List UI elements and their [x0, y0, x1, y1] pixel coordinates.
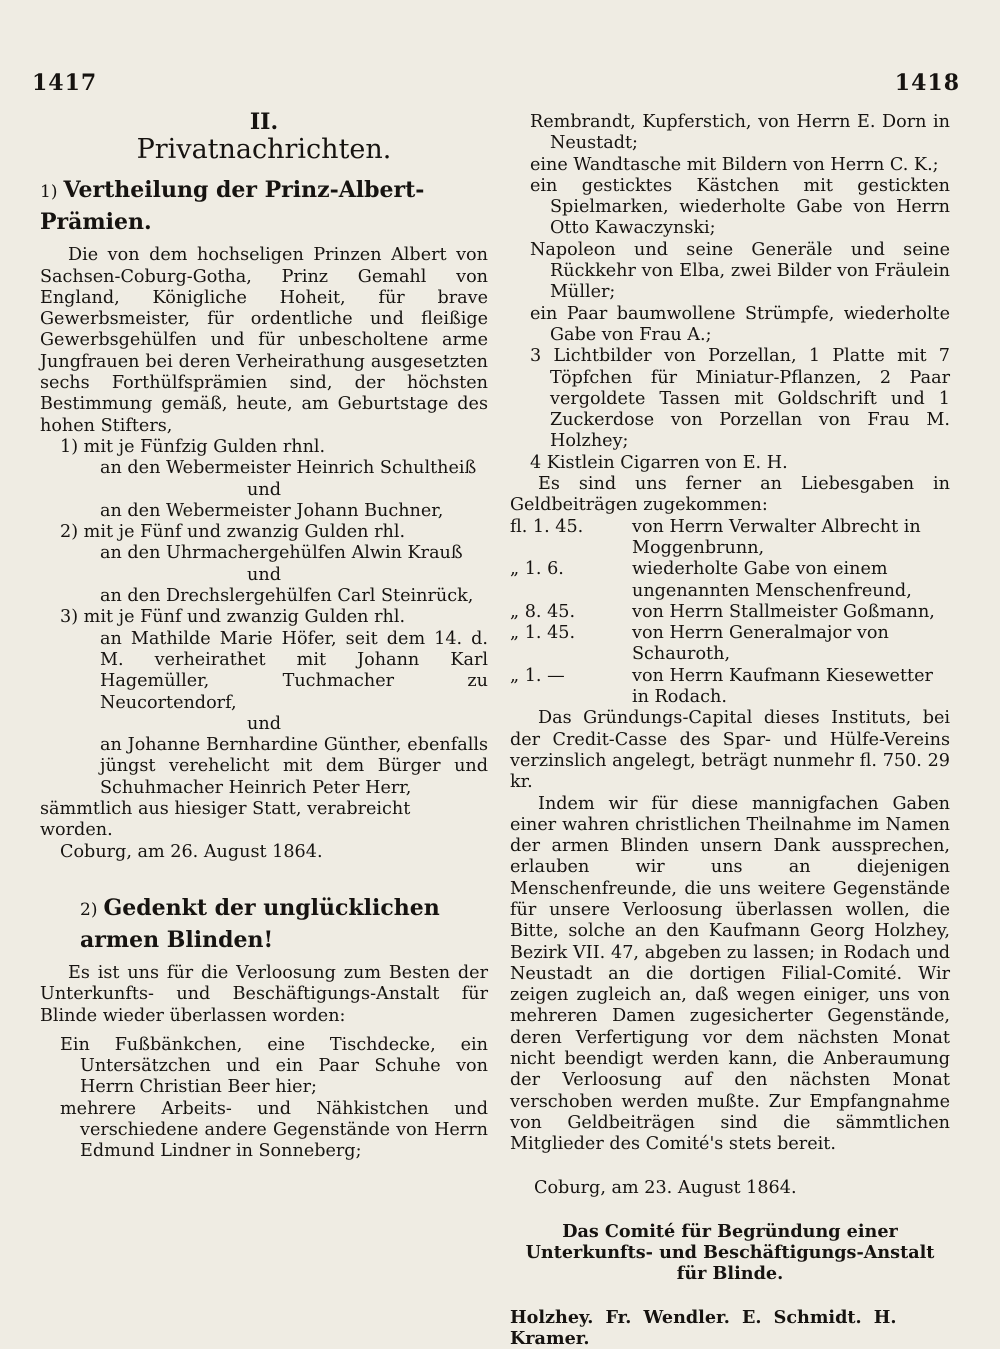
- blind-appeal-intro: Es ist uns für die Verloosung zum Besten der Unterkunfts- und Beschäftigungs-Anstalt für Blinde wieder überlassen worden:: [40, 962, 488, 1026]
- page-number-right: 1418: [894, 70, 960, 96]
- prize-1-recipient-a: an den Webermeister Heinrich Schultheiß: [100, 458, 477, 479]
- donation-text: von Herrn Verwalter Albrecht in Moggenbrunn,: [632, 516, 921, 558]
- gift-item: Rembrandt, Kupferstich, von Herrn E. Dorn in Neustadt;: [530, 112, 950, 154]
- donation-row: [510, 666, 950, 709]
- heading-number: 2): [80, 899, 98, 920]
- page-number-left: 1417: [32, 70, 98, 96]
- conjunction: und: [247, 479, 281, 500]
- gift-item: 4 Kistlein Cigarren von E. H.: [530, 452, 788, 473]
- donation-row: [510, 623, 950, 666]
- right-column: [510, 112, 950, 1349]
- gift-item: ein gesticktes Kästchen mit gestickten Spielmarken, wiederholte Gabe von Herrn Otto Kawaczynski;: [530, 175, 950, 239]
- prize-3-recipient-b: an Johanne Bernhardine Günther, ebenfalls jüngst verehelicht mit dem Bürger und Schuhmacher Heinrich Peter Herr,: [100, 735, 488, 798]
- money-intro: Es sind uns ferner an Liebesgaben in Geldbeiträgen zugekommen:: [510, 474, 950, 516]
- prize-dateline: Coburg, am 26. August 1864.: [60, 841, 323, 862]
- section-title: Privatnachrichten.: [136, 134, 392, 166]
- donation-row: [510, 602, 950, 623]
- prize-1-recipient-b: an den Webermeister Johann Buchner,: [100, 500, 444, 521]
- section-roman-numeral: II.: [249, 109, 279, 135]
- donation-text: von Herrn Generalmajor von Schauroth,: [632, 623, 889, 665]
- donation-row: [510, 517, 950, 560]
- donation-amount: „ 8. 45.: [510, 601, 576, 622]
- heading-number: 1): [40, 182, 58, 203]
- prize-2-label: 2) mit je Fünf und zwanzig Gulden rhl.: [60, 522, 406, 543]
- gift-item: Napoleon und seine Generäle und seine Rückkehr von Elba, zwei Bilder von Fräulein Müller;: [530, 239, 950, 303]
- gift-item: mehrere Arbeits- und Nähkistchen und verschiedene andere Gegenstände von Herrn Edmund Lindner in Sonneberg;: [60, 1098, 488, 1162]
- conjunction: und: [247, 713, 281, 734]
- gift-item: 3 Lichtbilder von Porzellan, 1 Platte mit 7 Töpfchen für Miniatur-Pflanzen, 2 Paar vergoldete Tassen mit Goldschrift und 1 Zuckerdose von Porzellan von Frau M. Holzhey;: [530, 346, 950, 452]
- prize-1-label: 1) mit je Fünfzig Gulden rhnl.: [60, 436, 326, 457]
- donation-text: wiederholte Gabe von einem ungenannten Menschenfreund,: [632, 559, 912, 601]
- heading-prize-distribution: [40, 175, 488, 237]
- donation-amount: fl. 1. 45.: [510, 516, 584, 537]
- donation-text: von Herrn Kaufmann Kiesewetter in Rodach.: [632, 665, 933, 708]
- prize-intro-paragraph: Die von dem hochseligen Prinzen Albert von Sachsen-Coburg-Gotha, Prinz Gemahl von England, Königliche Hoheit, für brave Gewerbsmeister, für ordentliche und fleißige Gewerbsgehülfen und für unbescholtene arme Jungfrauen bei deren Verheirathung ausgesetzten sechs Forthülfsprämien sind, der höchsten Bestimmung gemäß, heute, am Geburtstage des hohen Stifters,: [40, 245, 488, 436]
- appeal-dateline: Coburg, am 23. August 1864.: [534, 1177, 797, 1198]
- donation-amount: „ 1. —: [510, 665, 565, 686]
- heading-text: Vertheilung der Prinz-Albert-Prämien.: [40, 177, 425, 236]
- conjunction: und: [247, 564, 281, 585]
- prize-2-recipient-a: an den Uhrmachergehülfen Alwin Krauß: [100, 543, 463, 564]
- gift-item: Ein Fußbänkchen, eine Tischdecke, ein Untersätzchen und ein Paar Schuhe von Herrn Christian Beer hier;: [60, 1034, 488, 1098]
- prize-closing: sämmtlich aus hiesiger Statt, verabreicht worden.: [40, 799, 411, 841]
- gift-item: eine Wandtasche mit Bildern von Herrn C. K.;: [530, 154, 939, 175]
- heading-text: Gedenkt der unglücklichen armen Blinden!: [80, 894, 440, 953]
- prize-3-recipient-a: an Mathilde Marie Höfer, seit dem 14. d. M. verheirathet mit Johann Karl Hagemüller, Tuchmacher zu Neucortendorf,: [100, 628, 488, 713]
- left-column: [40, 109, 488, 1163]
- donation-amount: „ 1. 6.: [510, 559, 564, 580]
- prize-3-label: 3) mit je Fünf und zwanzig Gulden rhl.: [60, 607, 406, 628]
- member-signatures: Holzhey. Fr. Wendler. E. Schmidt. H. Kramer.: [510, 1306, 897, 1349]
- prize-2-recipient-b: an den Drechslergehülfen Carl Steinrück,: [100, 586, 474, 607]
- committee-signature: Das Comité für Begründung einer Unterkunfts- und Beschäftigungs-Anstalt für Blinde.: [525, 1220, 935, 1285]
- heading-blind-appeal: [40, 893, 488, 955]
- gift-item: ein Paar baumwollene Strümpfe, wiederholte Gabe von Frau A.;: [530, 303, 950, 345]
- donation-amount: „ 1. 45.: [510, 623, 576, 644]
- capital-paragraph: Das Gründungs-Capital dieses Instituts, bei der Credit-Casse des Spar- und Hülfe-Vereins verzinslich angelegt, beträgt nunmehr fl. 750. 29 kr.: [510, 708, 950, 793]
- donation-text: von Herrn Stallmeister Goßmann,: [632, 601, 935, 622]
- donation-row: [510, 559, 950, 602]
- thanks-paragraph: Indem wir für diese mannigfachen Gaben einer wahren christlichen Theilnahme im Namen der armen Blinden unsern Dank aussprechen, erlauben wir uns an diejenigen Menschenfreunde, die uns weitere Gegenstände für unsere Verloosung überlassen wollen, die Bitte, solche an den Kaufmann Georg Holzhey, Bezirk VII. 47, abgeben zu lassen; in Rodach und Neustadt an die dortigen Filial-Comité. Wir zeigen zugleich an, daß wegen einiger, uns von mehreren Damen zugesicherter Gegenstände, deren Verfertigung vor dem nächsten Monat nicht beendigt werden kann, die Anberaumung der Verloosung auf den nächsten Monat verschoben werden mußte. Zur Empfangnahme von Geldbeiträgen sind die sämmtlichen Mitglieder des Comité's stets bereit.: [510, 793, 950, 1155]
